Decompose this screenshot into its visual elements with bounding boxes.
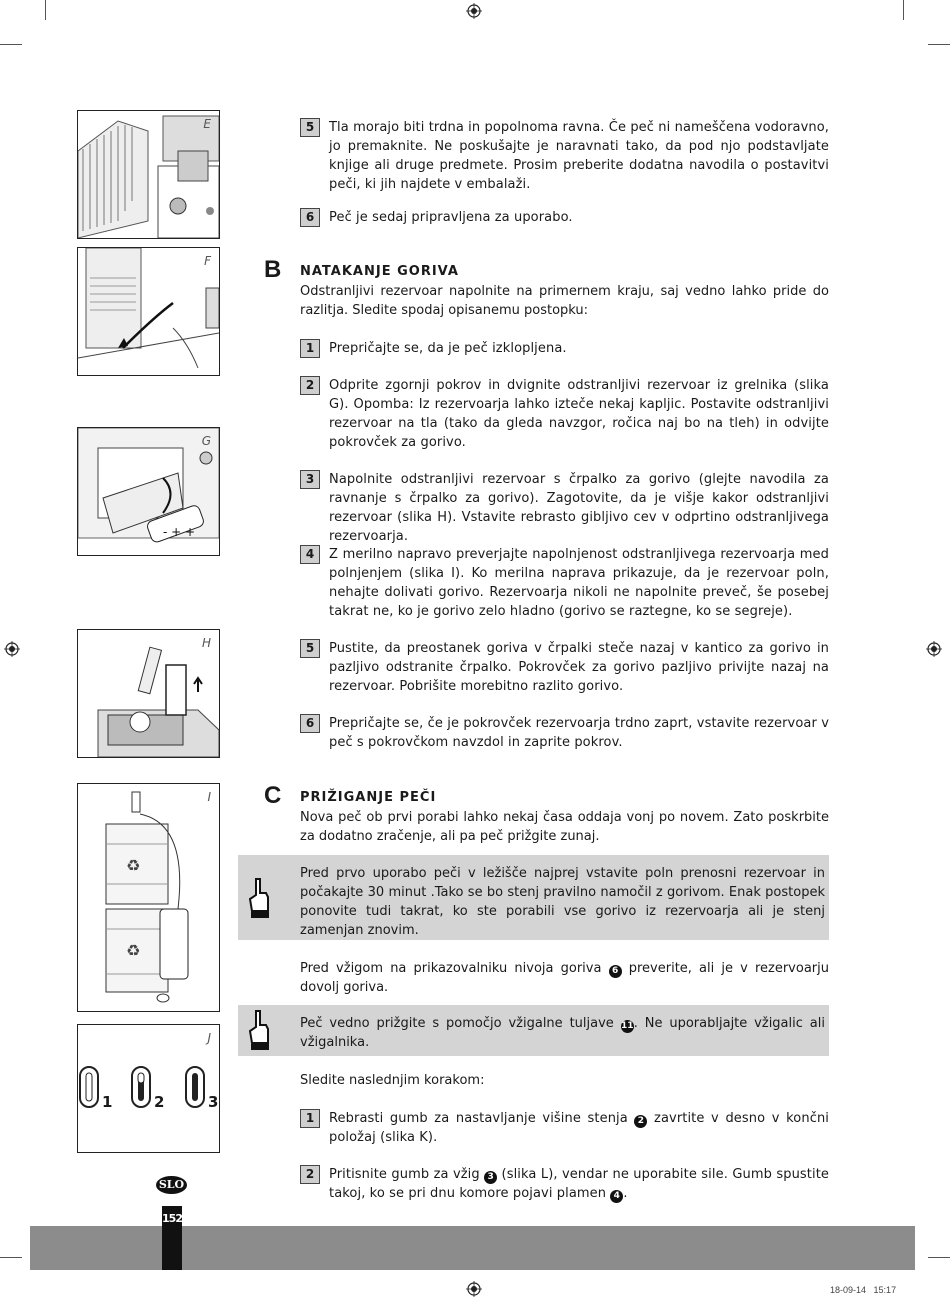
- part-number-marker: 3: [484, 1171, 497, 1184]
- step-text: Prepričajte se, da je peč izklopljena.: [329, 341, 567, 356]
- gauge-position-label: 1: [102, 1093, 113, 1111]
- gauge-position-label: 2: [154, 1093, 165, 1111]
- registration-mark-icon: [466, 1281, 482, 1297]
- note-box: [238, 855, 829, 940]
- crop-mark: [928, 1257, 950, 1258]
- step-number: 1: [300, 1109, 320, 1128]
- step-text: [329, 1109, 829, 1147]
- crop-mark: [0, 44, 22, 45]
- svg-text:♻: ♻: [126, 856, 141, 875]
- figure-label: E: [203, 117, 211, 131]
- svg-text:- + +: - + +: [163, 525, 196, 539]
- step-number: 2: [300, 1165, 320, 1184]
- figure-g: [77, 427, 220, 556]
- step-number: 3: [300, 470, 320, 489]
- figure-label: I: [207, 790, 211, 804]
- text-fragment: zavrtite v desno v končni položaj (slika K).: [329, 1111, 829, 1145]
- language-badge: SLO: [156, 1176, 187, 1194]
- figure-f: [77, 247, 220, 376]
- registration-mark-icon: [926, 641, 942, 657]
- note-box: [238, 1005, 829, 1056]
- heater-front-illustration: [78, 111, 219, 238]
- registration-mark-icon: [4, 641, 20, 657]
- part-number-marker: 4: [610, 1190, 623, 1203]
- figure-j: [77, 1024, 220, 1153]
- print-metadata: [830, 1285, 896, 1295]
- text-fragment: Rebrasti gumb za nastavljanje višine stenja: [329, 1111, 628, 1126]
- step-text: Napolnite odstranljivi rezervoar s črpalko za gorivo (glejte navodila za ravnanje s črpalko za gorivo). Zagotovite, da je višje kakor odstranljivi rezervoar (slika H). Vstavite rebrasto gibljivo cev v odprtino odstranljivega rezervoarja.: [329, 472, 829, 544]
- section-letter: C: [264, 782, 282, 809]
- step-number: 6: [300, 208, 320, 227]
- step-text: Prepričajte se, če je pokrovček rezervoarja trdno zaprt, vstavite rezervoar v peč s pokrovčkom navzdol in zaprite pokrov.: [329, 716, 829, 750]
- svg-text:♻: ♻: [126, 941, 141, 960]
- wick-illustration: [78, 248, 219, 375]
- text-fragment: Pred vžigom na prikazovalniku nivoja goriva: [300, 961, 602, 976]
- pump-illustration: [78, 630, 219, 757]
- section-intro: Odstranljivi rezervoar napolnite na primernem kraju, saj vedno lahko pride do razlitja. Sledite spodaj opisanemu postopku:: [300, 284, 829, 318]
- step-number: 5: [300, 118, 320, 137]
- section-title: PRIŽIGANJE PEČI: [300, 790, 437, 805]
- crop-mark: [903, 0, 904, 20]
- text-fragment: preverite, ali je v rezervoarju dovolj goriva.: [300, 961, 829, 995]
- part-number-marker: 11: [620, 1021, 634, 1031]
- step-text: Peč je sedaj pripravljena za uporabo.: [329, 210, 573, 225]
- note-text: Pred prvo uporabo peči v ležišče najprej vstavite poln prenosni rezervoar in počakajte 30 minut .Tako se bo stenj pravilno namočil z gorivom. Enak postopek ponovite tudi takrat, ko ste porabili vse gorivo iz rezervoarja ali je stenj zamenjan znovim.: [300, 866, 825, 938]
- text-fragment: Peč vedno prižgite s pomočjo vžigalne tuljave: [300, 1016, 614, 1031]
- text-fragment: .: [623, 1186, 628, 1201]
- figure-i: [77, 783, 220, 1012]
- part-number-marker: 6: [609, 965, 622, 978]
- section-intro: Nova peč ob prvi porabi lahko nekaj časa oddaja vonj po novem. Zato poskrbite za dodatno zračenje, ali pa peč prižgite zunaj.: [300, 810, 829, 844]
- step-text: Odprite zgornji pokrov in dvignite odstranljivi rezervoar iz grelnika (slika G). Opomba: Iz rezervoarja lahko izteče nekaj kapljic. Postavite odstranljivi rezervoar na tla (tako da gleda navzgor, ročica naj bo na tleh) in odvijte pokrovček za gorivo.: [329, 378, 829, 450]
- crop-mark: [928, 44, 950, 45]
- print-date: 18-09-14: [830, 1285, 867, 1295]
- crop-mark: [0, 1257, 22, 1258]
- pointing-hand-icon: [246, 1009, 272, 1051]
- gauge-check-text: [300, 959, 829, 997]
- gauge-position-label: 3: [208, 1093, 219, 1111]
- follow-steps-text: Sledite naslednjim korakom:: [300, 1073, 485, 1088]
- figure-h: [77, 629, 220, 758]
- step-text: Tla morajo biti trdna in popolnoma ravna. Če peč ni nameščena vodoravno, jo premaknite. Ne poskušajte je naravnati tako, da pod njo podstavljate knjige ali druge predmete. Prosim preberite dodatna navodila o postavitvi peči, ki jih najdete v embalaži.: [329, 120, 829, 192]
- figure-label: H: [201, 636, 211, 650]
- step-text: Z merilno napravo preverjajte napolnjenost odstranljivega rezervoarja med polnjenjem (slika I). Ko merilna naprava prikazuje, da je rezervoar poln, nehajte dolivati gorivo. Rezervoarja nikoli ne napolnite preveč, še posebej takrat ne, ko je gorivo zelo hladno (gorivo se raztegne, ko se segreje).: [329, 547, 829, 619]
- print-time: 15:17: [873, 1285, 897, 1295]
- step-number: 6: [300, 714, 320, 733]
- step-text: Pustite, da preostanek goriva v črpalki steče nazaj v kantico za gorivo in pazljivo odstranite črpalko. Pokrovček za gorivo pazljivo privijte nazaj na rezervoar. Pobrišite morebitno razlito gorivo.: [329, 641, 829, 694]
- text-fragment: Pritisnite gumb za vžig: [329, 1167, 480, 1182]
- tank-removal-illustration: [78, 428, 219, 555]
- figure-label: J: [207, 1031, 211, 1045]
- pointing-hand-icon: [246, 877, 272, 919]
- text-fragment: . Ne uporabljajte vžigalic ali vžigalnika.: [300, 1016, 825, 1050]
- step-number: 5: [300, 639, 320, 658]
- step-number: 4: [300, 545, 320, 564]
- page-number: 152: [162, 1212, 182, 1225]
- note-text: [300, 1014, 825, 1052]
- registration-mark-icon: [466, 3, 482, 19]
- step-number: 1: [300, 339, 320, 358]
- crop-mark: [45, 0, 46, 20]
- step-text: [329, 1165, 829, 1203]
- part-number-marker: 2: [634, 1115, 647, 1128]
- figure-e: [77, 110, 220, 239]
- section-title: NATAKANJE GORIVA: [300, 264, 459, 279]
- gauge-levels-illustration: [78, 1025, 219, 1152]
- figure-label: G: [201, 434, 211, 448]
- figure-label: F: [204, 254, 211, 268]
- text-fragment: (slika L), vendar ne uporabite sile. Gumb spustite takoj, ko se pri dnu komore pojavi plamen: [329, 1167, 829, 1201]
- section-letter: B: [264, 256, 282, 283]
- step-number: 2: [300, 376, 320, 395]
- fuel-can-illustration: [78, 784, 219, 1011]
